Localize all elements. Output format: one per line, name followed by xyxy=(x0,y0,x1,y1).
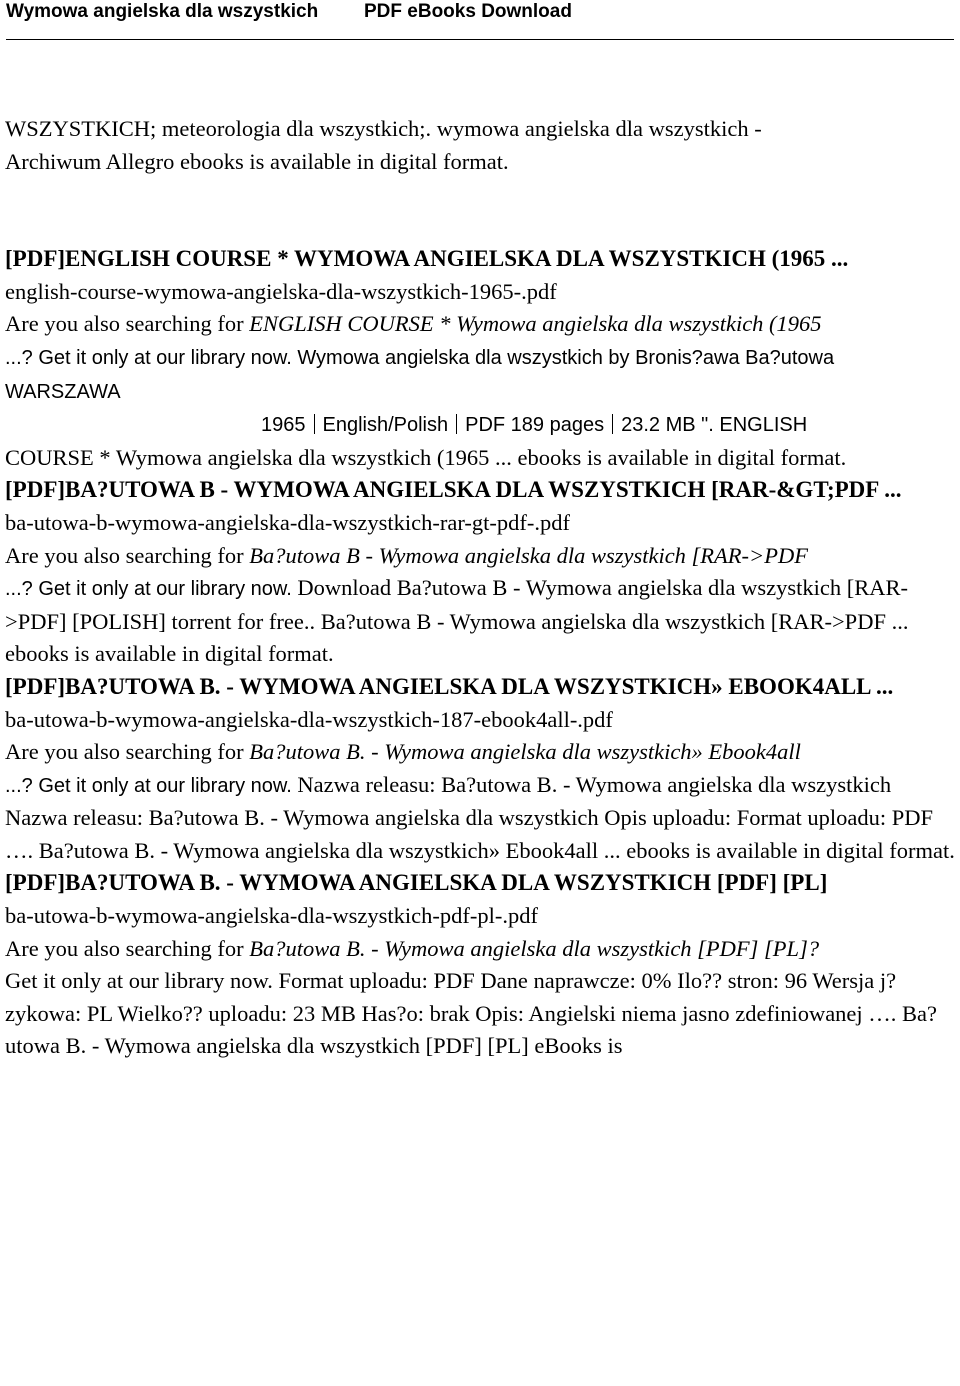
search-term: ENGLISH COURSE * Wymowa angielska dla wszystkich (1965 xyxy=(249,311,822,337)
result-title[interactable]: [PDF]BA?UTOWA B. - WYMOWA ANGIELSKA DLA WSZYSTKICH [PDF] [PL] xyxy=(5,870,828,896)
meta-separator xyxy=(612,414,613,434)
result-item-3 xyxy=(5,671,955,868)
result-item-1 xyxy=(5,243,955,474)
result-filename: ba-utowa-b-wymowa-angielska-dla-wszystkich-rar-gt-pdf-.pdf xyxy=(5,509,570,535)
result-filename: ba-utowa-b-wymowa-angielska-dla-wszystkich-pdf-pl-.pdf xyxy=(5,903,538,929)
result-title[interactable]: [PDF]BA?UTOWA B - WYMOWA ANGIELSKA DLA WSZYSTKICH [RAR-&GT;PDF ... xyxy=(5,477,902,503)
meta-language: English/Polish xyxy=(322,414,449,437)
get-it-link[interactable]: Get it only at our library now. xyxy=(5,968,273,994)
meta-separator xyxy=(314,414,315,434)
intro-line-1: WSZYSTKICH; meteorologia dla wszystkich;. wymowa angielska dla wszystkich - xyxy=(5,116,762,141)
result-body: Download Ba?utowa B - Wymowa angielska dla wszystkich [RAR->PDF] [POLISH] torrent for free.. Ba?utowa B - Wymowa angielska dla wszystkich [RAR->PDF ... ebooks is available in digital format. xyxy=(5,575,909,667)
results-list xyxy=(5,113,955,1063)
header-title: Wymowa angielska dla wszystkich xyxy=(6,1,319,22)
search-prefix: Are you also searching for xyxy=(5,311,250,337)
search-term: Ba?utowa B. - Wymowa angielska dla wszystkich» Ebook4all xyxy=(249,739,801,765)
intro-snippet xyxy=(5,113,955,178)
search-term: Ba?utowa B. - Wymowa angielska dla wszystkich [PDF] [PL]? xyxy=(249,935,820,961)
intro-line-2: Archiwum Allegro ebooks is available in digital format. xyxy=(5,148,509,174)
result-filename: ba-utowa-b-wymowa-angielska-dla-wszystkich-187-ebook4all-.pdf xyxy=(5,706,613,732)
result-body: COURSE * Wymowa angielska dla wszystkich (1965 ... ebooks is available in digital format. xyxy=(5,444,847,470)
result-item-2 xyxy=(5,474,955,671)
result-body: Nazwa releasu: Ba?utowa B. - Wymowa angielska dla wszystkich Nazwa releasu: Ba?utowa B. - Wymowa angielska dla wszystkich Opis uploadu: Format uploadu: PDF …. Ba?utowa B. - Wymowa angielska dla wszystkich» Ebook4all ... ebooks is available in digital format. xyxy=(5,771,955,863)
search-prefix: Are you also searching for xyxy=(5,739,250,765)
get-it-link[interactable]: ...? Get it only at our library now. xyxy=(5,578,292,601)
result-body: Format uploadu: PDF Dane naprawcze: 0% Ilo?? stron: 96 Wersja j?zykowa: PL Wielko?? uploadu: 23 MB Has?o: brak Opis: Angielski niema jasno zdefiniowanej …. Ba?utowa B. - Wymowa angielska dla wszystkich [PDF] [PL] eBooks is xyxy=(5,968,938,1059)
meta-size: 23.2 MB ". ENGLISH xyxy=(621,414,808,437)
meta-year: 1965 xyxy=(261,414,306,437)
result-title[interactable]: [PDF]BA?UTOWA B. - WYMOWA ANGIELSKA DLA WSZYSTKICH» EBOOK4ALL ... xyxy=(5,673,894,699)
meta-separator xyxy=(456,414,457,434)
result-title[interactable]: [PDF]ENGLISH COURSE * WYMOWA ANGIELSKA DLA WSZYSTKICH (1965 ... xyxy=(5,246,849,272)
meta-pages: PDF 189 pages xyxy=(465,414,605,437)
search-prefix: Are you also searching for xyxy=(5,542,250,568)
result-filename: english-course-wymowa-angielska-dla-wszystkich-1965-.pdf xyxy=(5,278,557,304)
page-header xyxy=(6,0,954,40)
result-body: Wymowa angielska dla wszystkich by Bronis?awa Ba?utowa WARSZAWA xyxy=(5,346,835,403)
search-prefix: Are you also searching for xyxy=(5,935,250,961)
result-item-4 xyxy=(5,867,955,1063)
get-it-link[interactable]: ...? Get it only at our library now. xyxy=(5,774,292,797)
header-subtitle: PDF eBooks Download xyxy=(364,1,572,22)
search-term: Ba?utowa B - Wymowa angielska dla wszystkich [RAR->PDF xyxy=(249,542,808,568)
get-it-link[interactable]: ...? Get it only at our library now. xyxy=(5,346,292,369)
